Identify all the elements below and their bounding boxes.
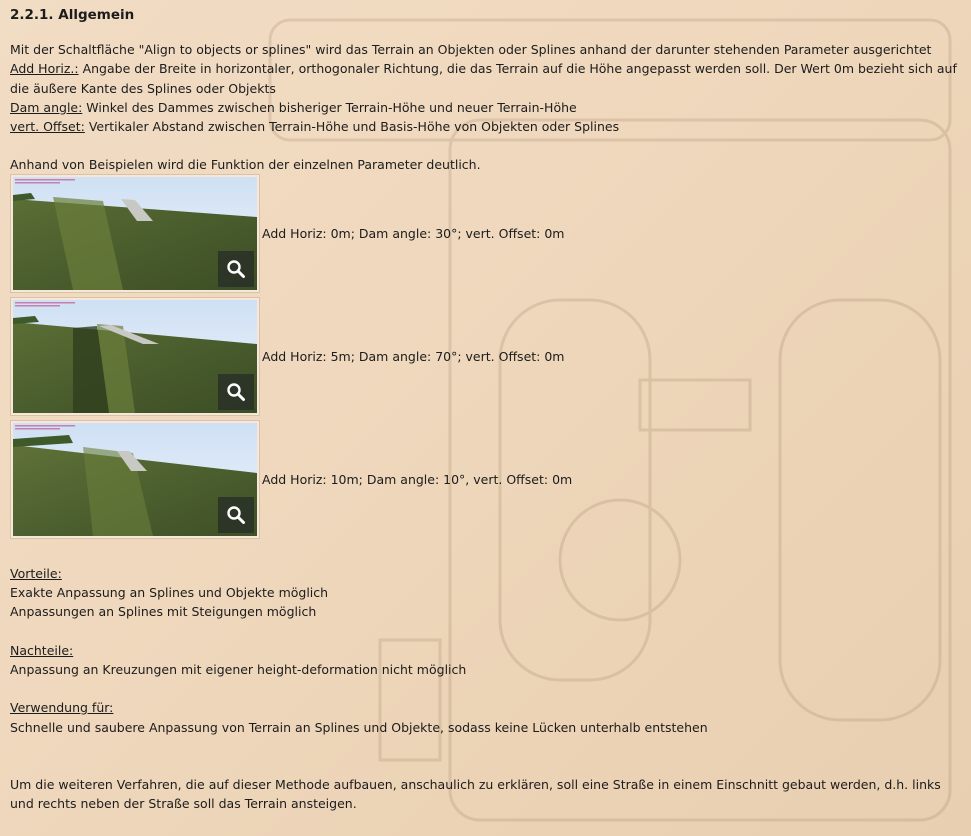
example-list [10,175,961,538]
param-add-horiz [10,59,961,98]
usage-title: Verwendung für: [10,700,114,716]
intro-paragraph: Mit der Schaltfläche "Align to objects or splines" wird das Terrain an Objekten oder Splines anhand der darunter stehenden Parameter ausgerichtet [10,42,932,57]
cons-title: Nachteile: [10,642,74,658]
pros-item: Exakte Anpassung an Splines und Objekte möglich [10,585,329,601]
example-item [11,175,961,292]
param-text: Vertikaler Abstand zwischen Terrain-Höhe und Basis-Höhe von Objekten oder Splines [84,119,620,135]
examples-intro: Anhand von Beispielen wird die Funktion der einzelnen Parameter deutlich. [10,157,481,173]
outro-paragraph: Um die weiteren Verfahren, die auf dieser Methode aufbauen, anschaulich zu erklären, soll eine Straße in einem Einschnitt gebaut werden, d.h. links und rechts neben der Straße soll das Terrain ansteigen. [10,776,941,812]
param-text: Winkel des Dammes zwischen bisheriger Terrain-Höhe und neuer Terrain-Höhe [82,99,577,115]
param-term: Dam angle: [10,99,83,115]
cons-item: Anpassung an Kreuzungen mit eigener height-deformation nicht möglich [10,661,467,677]
example-item [11,421,961,538]
param-term: Add Horiz.: [10,61,79,77]
param-text: Angabe der Breite in horizontaler, orthogonaler Richtung, die das Terrain auf die Höhe angepasst werden soll. Der Wert 0m bezieht sich auf die äußere Kante des Splines oder Objekts [10,61,957,96]
magnifier-icon [226,505,246,525]
magnifier-icon [226,382,246,402]
section-heading: 2.2.1. Allgemein [10,7,135,23]
param-dam-angle [10,98,961,117]
pros-title: Vorteile: [10,565,62,581]
param-term: vert. Offset: [10,119,85,135]
param-vert-offset [10,117,961,136]
example-item [11,298,961,415]
example-caption: Add Horiz: 10m; Dam angle: 10°, vert. Offset: 0m [262,471,573,487]
zoom-button[interactable] [218,374,254,410]
example-thumbnail[interactable] [11,298,259,415]
example-thumbnail[interactable] [11,175,259,292]
pros-item: Anpassungen an Splines mit Steigungen möglich [10,604,317,620]
magnifier-icon [226,259,246,279]
example-caption: Add Horiz: 0m; Dam angle: 30°; vert. Offset: 0m [262,225,565,241]
zoom-button[interactable] [218,251,254,287]
example-thumbnail[interactable] [11,421,259,538]
example-caption: Add Horiz: 5m; Dam angle: 70°; vert. Offset: 0m [262,348,565,364]
usage-item: Schnelle und saubere Anpassung von Terrain an Splines und Objekte, sodass keine Lücken unterhalb entstehen [10,719,708,735]
zoom-button[interactable] [218,497,254,533]
